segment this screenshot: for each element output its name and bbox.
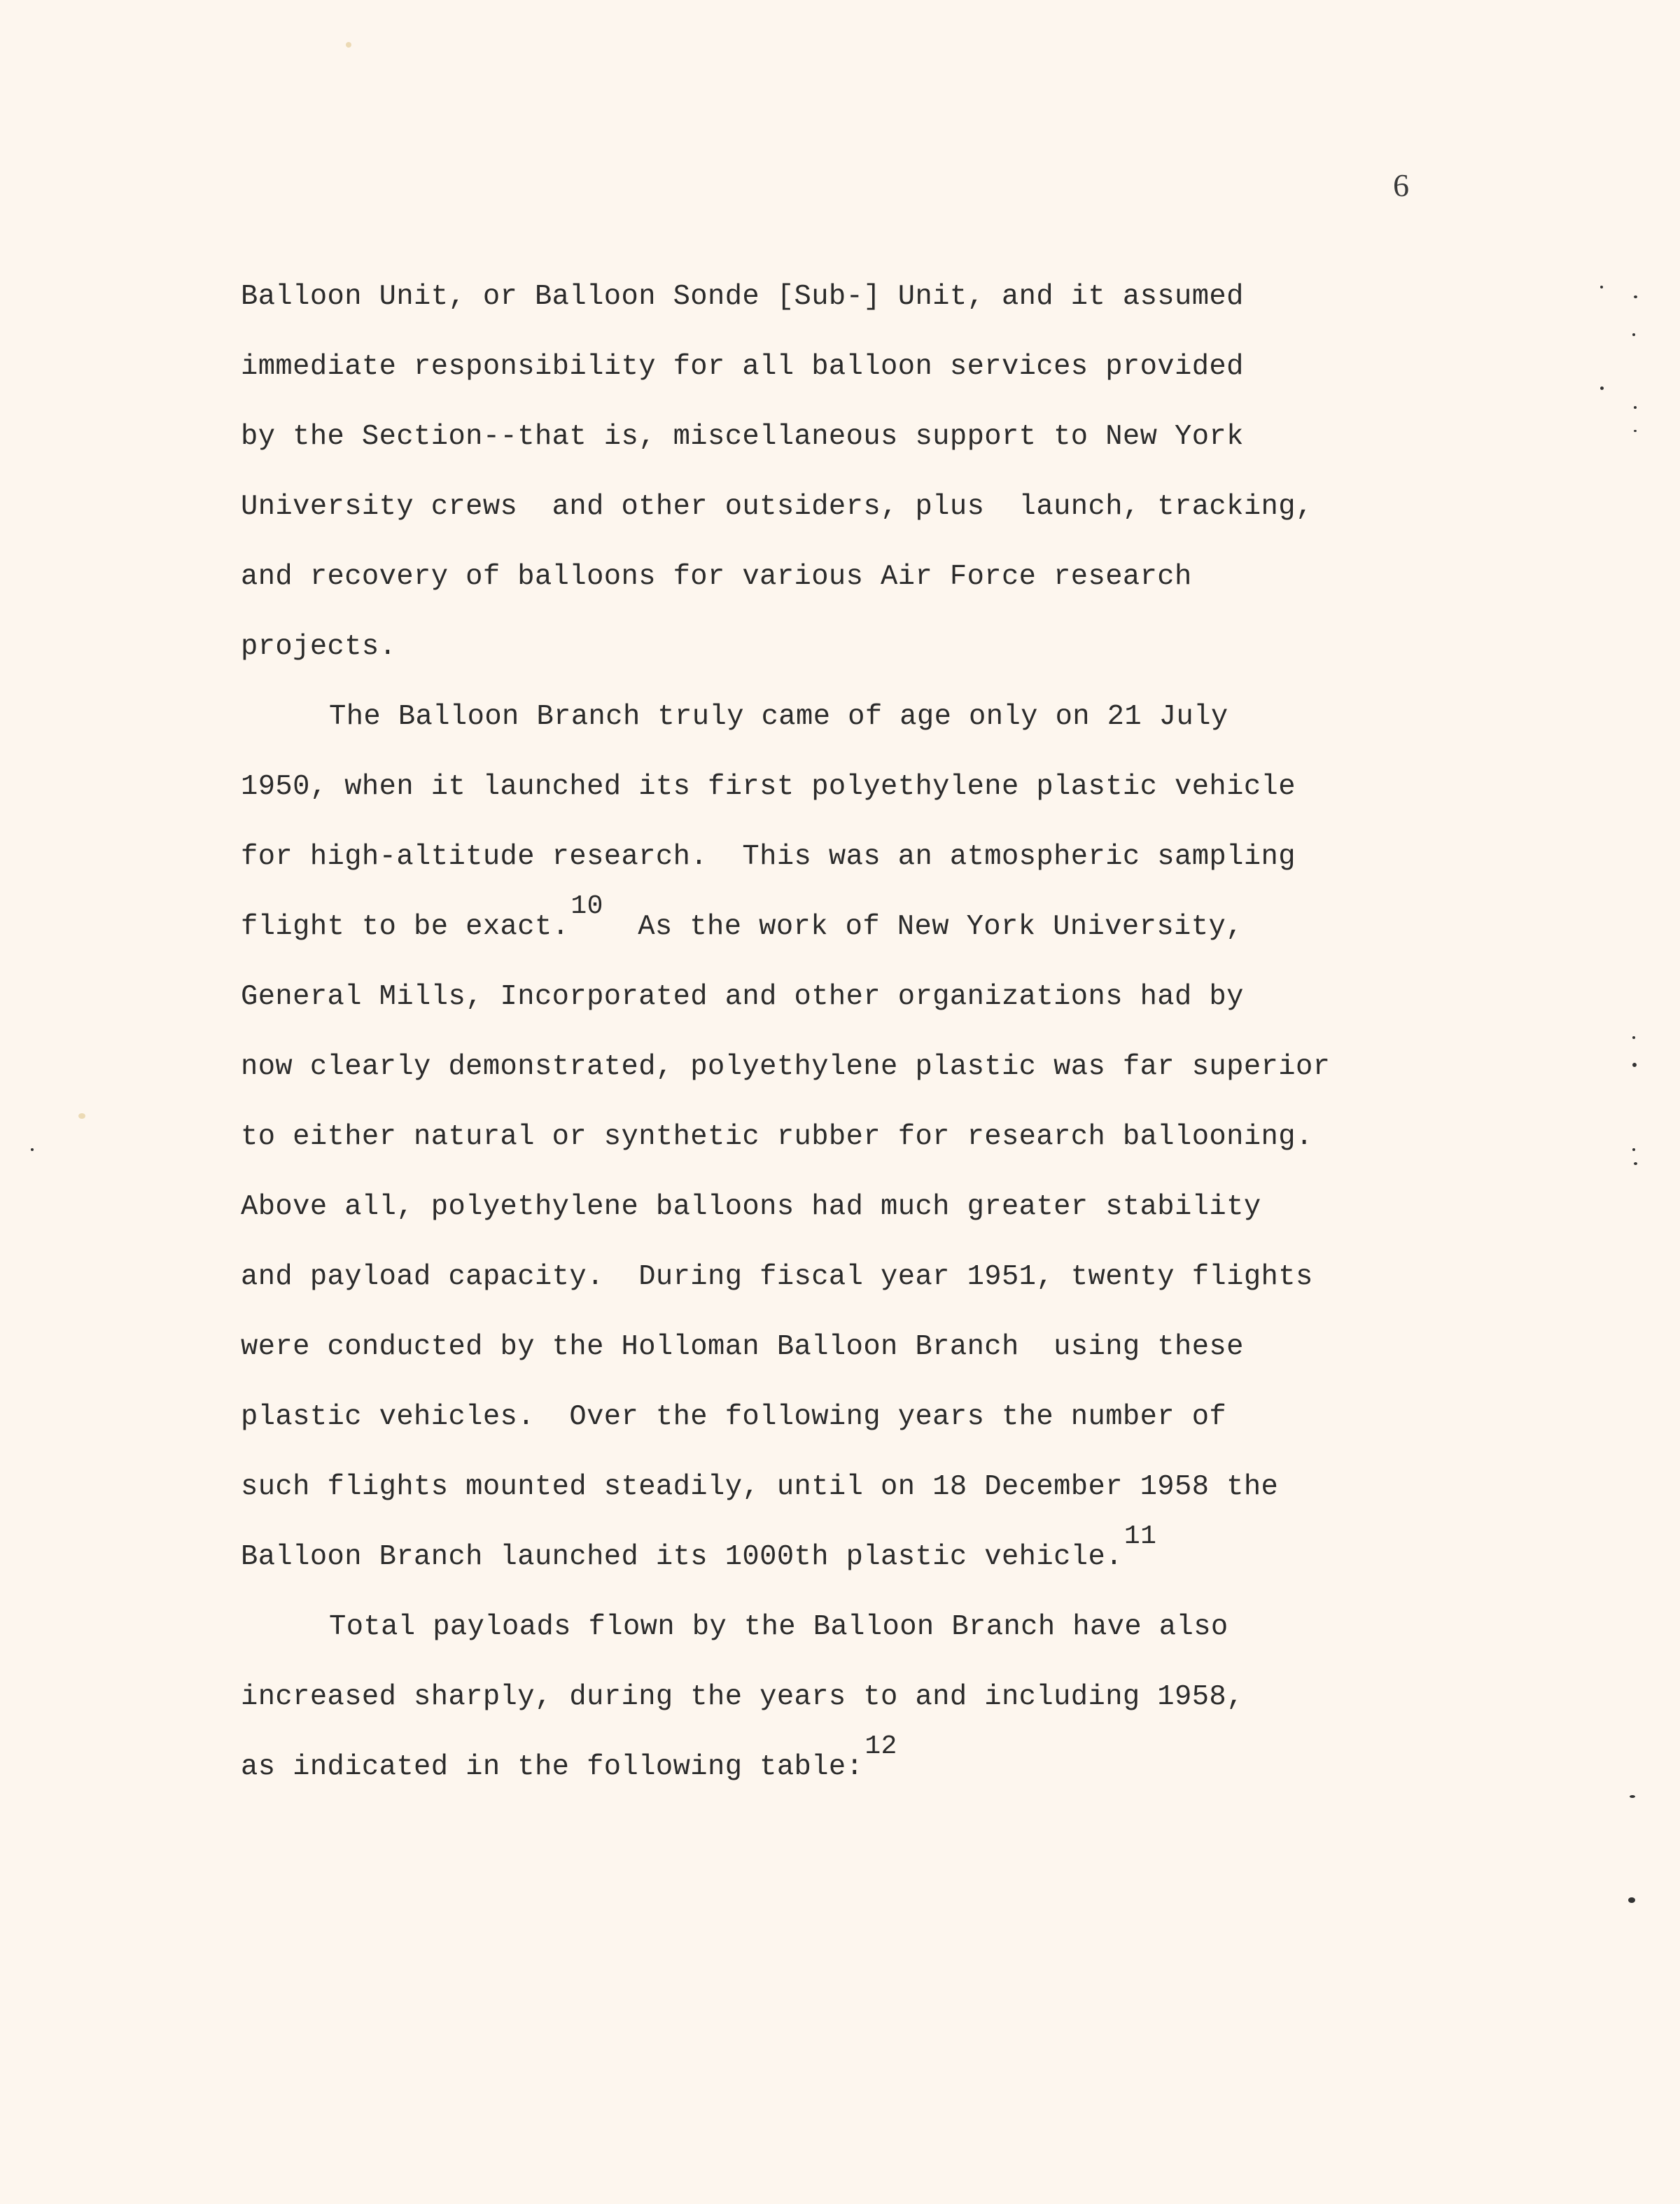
margin-speck <box>1600 286 1603 288</box>
text-line: immediate responsibility for all balloon services provided <box>241 351 1244 383</box>
text-line: plastic vehicles. Over the following years the number of <box>241 1401 1227 1433</box>
margin-speck <box>1634 406 1637 409</box>
text-line: Total payloads flown by the Balloon Branch have also <box>329 1611 1228 1643</box>
text-line <box>241 1521 1157 1573</box>
margin-speck <box>1632 1148 1635 1151</box>
margin-speck <box>1628 1897 1635 1903</box>
text-line: to either natural or synthetic rubber for research ballooning. <box>241 1121 1313 1153</box>
text-line: 1950, when it launched its first polyethylene plastic vehicle <box>241 771 1296 803</box>
footnote-ref-12: 12 <box>864 1731 897 1762</box>
text-line <box>241 891 1243 943</box>
footnote-ref-11: 11 <box>1124 1521 1157 1551</box>
margin-speck <box>1632 1036 1635 1039</box>
margin-speck <box>1632 1063 1637 1067</box>
margin-speck <box>1634 1162 1637 1165</box>
text-line: projects. <box>241 631 397 663</box>
text-line: The Balloon Branch truly came of age only on 21 July <box>329 701 1228 733</box>
text-line: and recovery of balloons for various Air Force research <box>241 561 1192 593</box>
text-line: and payload capacity. During fiscal year 1951, twenty flights <box>241 1261 1313 1293</box>
line-text: as indicated in the following table: <box>241 1751 864 1783</box>
text-line: Above all, polyethylene balloons had much greater stability <box>241 1191 1261 1223</box>
line-text-continued: As the work of New York University, <box>603 911 1243 943</box>
margin-speck <box>1634 295 1637 298</box>
text-line: such flights mounted steadily, until on 18 December 1958 the <box>241 1471 1279 1503</box>
text-line: Balloon Unit, or Balloon Sonde [Sub-] Unit, and it assumed <box>241 281 1244 313</box>
text-line: by the Section--that is, miscellaneous support to New York <box>241 421 1244 453</box>
paper-stain <box>346 42 351 48</box>
margin-speck <box>1632 333 1635 336</box>
text-line: for high-altitude research. This was an atmospheric sampling <box>241 841 1296 873</box>
text-line: increased sharply, during the years to and including 1958, <box>241 1681 1244 1713</box>
text-line: now clearly demonstrated, polyethylene plastic was far superior <box>241 1051 1331 1083</box>
margin-speck <box>31 1148 34 1151</box>
paper-stain <box>78 1113 85 1119</box>
margin-speck <box>1634 430 1637 432</box>
margin-speck <box>1600 386 1604 390</box>
line-text: Balloon Branch launched its 1000th plastic vehicle. <box>241 1541 1123 1573</box>
footnote-ref-10: 10 <box>570 891 603 921</box>
margin-speck <box>1630 1795 1635 1798</box>
text-line: were conducted by the Holloman Balloon Branch using these <box>241 1331 1244 1363</box>
text-line <box>241 1731 897 1783</box>
text-line: University crews and other outsiders, plus launch, tracking, <box>241 491 1313 523</box>
line-text: flight to be exact. <box>241 911 570 943</box>
page-number: 6 <box>1393 167 1409 203</box>
text-line: General Mills, Incorporated and other organizations had by <box>241 981 1244 1013</box>
